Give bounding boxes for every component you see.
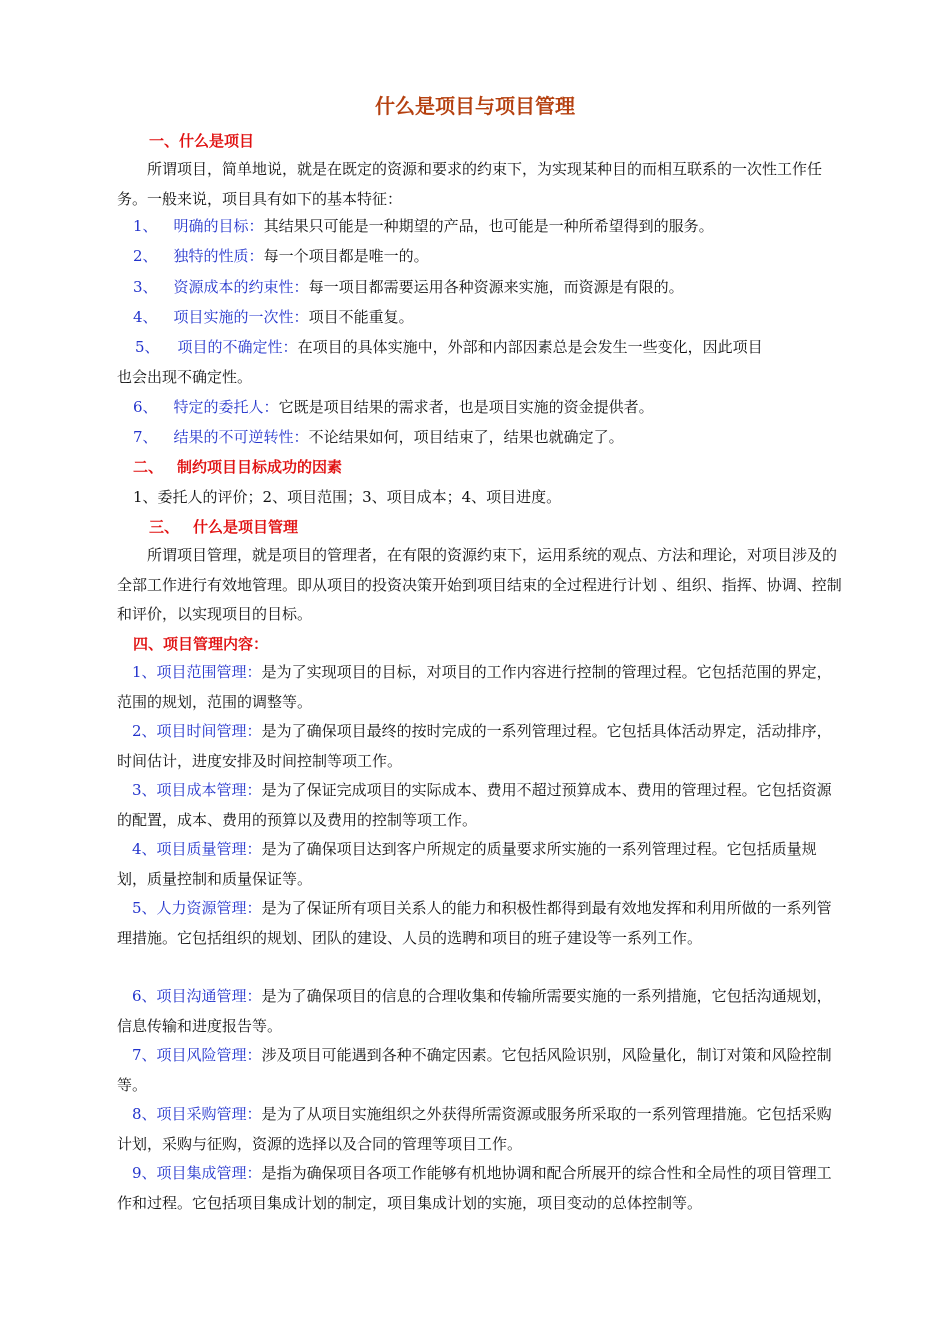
content-item xyxy=(117,776,842,835)
feature-item xyxy=(133,306,414,328)
item-term: 项目范围管理： xyxy=(156,663,262,681)
feature-item xyxy=(135,336,763,358)
item-term: 项目时间管理： xyxy=(156,722,262,740)
section-4-heading: 四、项目管理内容： xyxy=(133,635,269,653)
item-desc: 是为了确保项目最终的按时完成的一系列管理过程。它包括具体活动界定，活动排序，时间估计，进度安排及时间控制等项工作。 xyxy=(117,722,832,770)
item-term: 项目质量管理： xyxy=(156,840,262,858)
feature-item xyxy=(133,276,684,298)
item-desc: 是为了保证完成项目的实际成本、费用不超过预算成本、费用的管理过程。它包括资源的配置，成本、费用的预算以及费用的控制等项工作。 xyxy=(117,781,832,829)
feature-term: 资源成本的约束性： xyxy=(173,278,309,296)
feature-number: 7、 xyxy=(133,428,158,446)
section-3-text: 所谓项目管理，就是项目的管理者，在有限的资源约束下，运用系统的观点、方法和理论，对项目涉及的全部工作进行有效地管理。即从项目的投资决策开始到项目结束的全过程进行计划 、组织、指挥、协调、控制和评价，以实现项目的目标。 xyxy=(117,546,842,623)
item-desc: 是为了确保项目的信息的合理收集和传输所需要实施的一系列措施，它包括沟通规划，信息传输和进度报告等。 xyxy=(117,987,832,1035)
content-item xyxy=(117,717,842,776)
item-number: 6、 xyxy=(132,987,157,1005)
item-term: 项目沟通管理： xyxy=(156,987,262,1005)
content-item xyxy=(117,982,842,1041)
item-number: 4、 xyxy=(132,840,157,858)
content-item xyxy=(117,894,842,953)
section-3-number: 三、 xyxy=(149,518,180,536)
document-title: 什么是项目与项目管理 xyxy=(375,94,575,118)
feature-item xyxy=(133,426,624,448)
feature-number: 5、 xyxy=(135,338,160,356)
feature-item xyxy=(133,215,714,237)
feature-number: 2、 xyxy=(133,247,158,265)
feature-desc: 不论结果如何，项目结束了，结果也就确定了。 xyxy=(308,428,624,446)
feature-term: 独特的性质： xyxy=(173,247,264,265)
item-term: 人力资源管理： xyxy=(156,899,262,917)
content-item xyxy=(117,1100,842,1159)
item-desc: 是指为确保项目各项工作能够有机地协调和配合所展开的综合性和全局性的项目管理工作和过程。它包括项目集成计划的制定，项目集成计划的实施，项目变动的总体控制等。 xyxy=(117,1164,832,1212)
item-desc: 是为了保证所有项目关系人的能力和积极性都得到最有效地发挥和利用所做的一系列管理措施。它包括组织的规划、团队的建设、人员的选聘和项目的班子建设等一系列工作。 xyxy=(117,899,832,947)
section-2-title: 制约项目目标成功的因素 xyxy=(177,458,343,476)
feature-term: 项目的不确定性： xyxy=(177,338,298,356)
feature-desc: 在项目的具体实施中，外部和内部因素总是会发生一些变化，因此项目 xyxy=(297,338,763,356)
feature-number: 1、 xyxy=(133,217,158,235)
item-number: 2、 xyxy=(132,722,157,740)
item-number: 5、 xyxy=(132,899,157,917)
item-number: 3、 xyxy=(132,781,157,799)
content-item xyxy=(117,1041,842,1100)
feature-item xyxy=(133,245,429,267)
feature-term: 结果的不可逆转性： xyxy=(173,428,309,446)
content-item xyxy=(117,1159,842,1218)
feature-desc: 每一项目都需要运用各种资源来实施，而资源是有限的。 xyxy=(308,278,684,296)
item-desc: 涉及项目可能遇到各种不确定因素。它包括风险识别，风险量化，制订对策和风险控制等。 xyxy=(117,1046,832,1094)
section-1-heading: 一、什么是项目 xyxy=(149,132,255,150)
feature-desc-continued: 也会出现不确定性。 xyxy=(117,368,253,386)
item-term: 项目风险管理： xyxy=(156,1046,262,1064)
feature-number: 4、 xyxy=(133,308,158,326)
feature-desc: 它既是项目结果的需求者，也是项目实施的资金提供者。 xyxy=(278,398,654,416)
item-number: 1、 xyxy=(132,663,157,681)
item-number: 8、 xyxy=(132,1105,157,1123)
content-item xyxy=(117,658,842,717)
item-number: 9、 xyxy=(132,1164,157,1182)
feature-item xyxy=(133,396,654,418)
feature-desc: 其结果只可能是一种期望的产品，也可能是一种所希望得到的服务。 xyxy=(263,217,714,235)
item-desc: 是为了从项目实施组织之外获得所需资源或服务所采取的一系列管理措施。它包括采购计划，采购与征购，资源的选择以及合同的管理等项目工作。 xyxy=(117,1105,832,1153)
feature-term: 特定的委托人： xyxy=(173,398,279,416)
item-term: 项目成本管理： xyxy=(156,781,262,799)
content-item xyxy=(117,835,842,894)
feature-desc: 每一个项目都是唯一的。 xyxy=(263,247,429,265)
item-number: 7、 xyxy=(132,1046,157,1064)
section-2-text: 1、委托人的评价；2、项目范围；3、项目成本；4、项目进度。 xyxy=(133,488,562,506)
item-term: 项目采购管理： xyxy=(156,1105,262,1123)
section-1-intro: 所谓项目，简单地说，就是在既定的资源和要求的约束下，为实现某种目的而相互联系的一次性工作任务。一般来说，项目具有如下的基本特征： xyxy=(117,160,823,208)
feature-number: 3、 xyxy=(133,278,158,296)
feature-term: 明确的目标： xyxy=(173,217,264,235)
feature-number: 6、 xyxy=(133,398,158,416)
item-desc: 是为了确保项目达到客户所规定的质量要求所实施的一系列管理过程。它包括质量规划，质量控制和质量保证等。 xyxy=(117,840,817,888)
feature-term: 项目实施的一次性： xyxy=(173,308,309,326)
section-3-title: 什么是项目管理 xyxy=(193,518,299,536)
item-desc: 是为了实现项目的目标，对项目的工作内容进行控制的管理过程。它包括范围的界定，范围的规划，范围的调整等。 xyxy=(117,663,832,711)
section-3-heading xyxy=(149,516,298,538)
section-2-heading xyxy=(133,456,342,478)
section-2-number: 二、 xyxy=(133,458,164,476)
feature-desc: 项目不能重复。 xyxy=(308,308,414,326)
item-term: 项目集成管理： xyxy=(156,1164,262,1182)
